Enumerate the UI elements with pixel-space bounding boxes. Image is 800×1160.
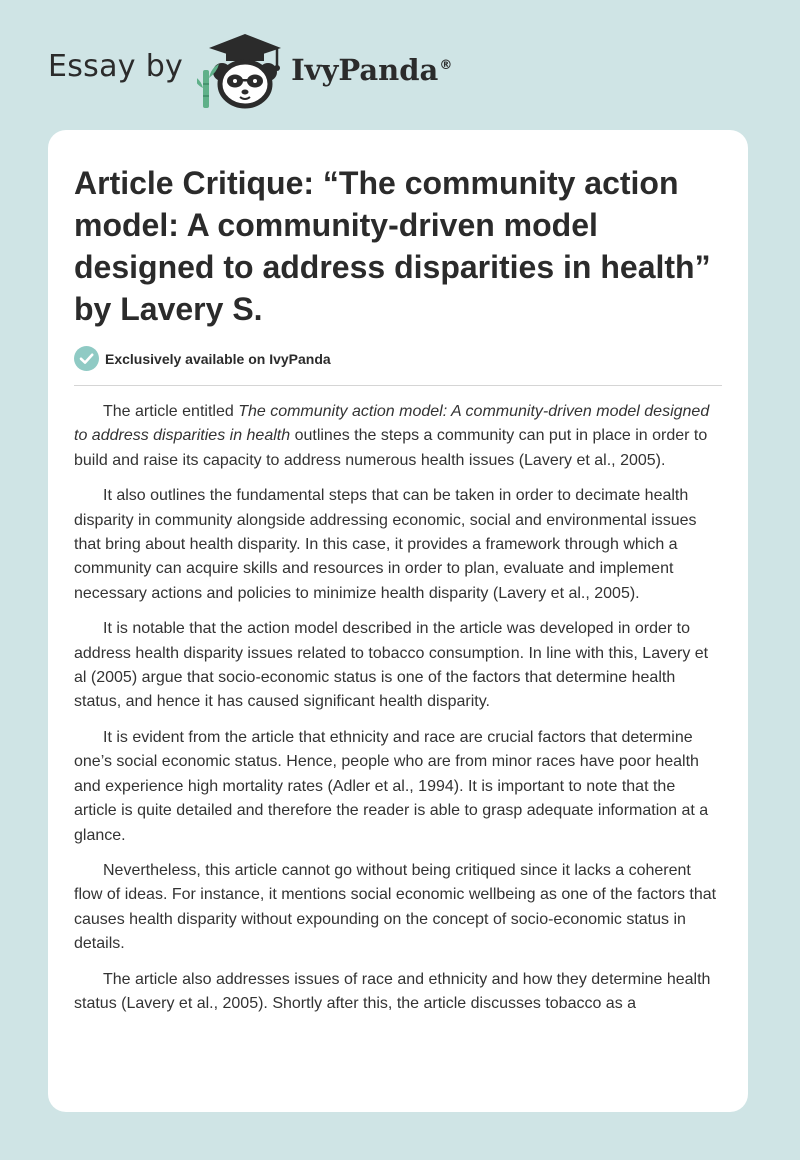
article-body	[74, 400, 722, 1016]
brand-name[interactable]	[291, 53, 452, 87]
brand-name-text: IvyPanda	[291, 53, 439, 87]
article-card	[48, 130, 748, 1112]
exclusive-badge-label: Exclusively available on IvyPanda	[105, 350, 331, 367]
paragraph-1-lead: The article entitled	[103, 403, 239, 420]
site-header	[48, 30, 452, 110]
panda-graduation-cap-logo-icon[interactable]	[197, 30, 289, 110]
exclusive-badge	[74, 346, 722, 386]
essay-by-label: Essay by	[48, 48, 184, 84]
paragraph-6: The article also addresses issues of race and ethnicity and how they determine health status (Lavery et al., 2005). Shortly after this, the article discusses tobacco as a	[74, 970, 711, 1012]
paragraph-2: It also outlines the fundamental steps that can be taken in order to decimate health disparity in community alongside addressing economic, social and environmental issues that bring about health disparity. In this case, it provides a framework through which a community can acquire skills and resources in order to plan, evaluate and implement necessary actions and policies to minimize health disparity (Lavery et al., 2005).	[74, 487, 697, 602]
cited-article-title: The community action model: A community-driven model designed to address disparities in health	[74, 403, 710, 445]
registered-mark: ®	[439, 58, 453, 74]
check-circle-icon	[74, 346, 99, 371]
paragraph-1-rest: outlines the steps a community can put in place in order to build and raise its capacity to address numerous health issues (Lavery et al., 2005).	[74, 427, 708, 469]
paragraph-5: Nevertheless, this article cannot go without being critiqued since it lacks a coherent flow of ideas. For instance, it mentions social economic wellbeing as one of the factors that causes health disparity without expounding on the concept of socio-economic status in details.	[74, 861, 717, 953]
paragraph-4: It is evident from the article that ethnicity and race are crucial factors that determine one’s social economic status. Hence, people who are from minor races have poor health and experience high mortality rates (Adler et al., 1994). It is important to note that the article is quite detailed and therefore the reader is able to grasp adequate information at a glance.	[74, 728, 709, 844]
paragraph-3: It is notable that the action model described in the article was developed in order to address health disparity issues related to tobacco consumption. In line with this, Lavery et al (2005) argue that socio-economic status is one of the factors that determine health status, and hence it has caused significant health disparity.	[74, 620, 709, 711]
article-title: Article Critique: “The community action model: A community-driven model designed to address disparities in health” by Lavery S.	[74, 165, 711, 327]
paragraph-1	[74, 400, 722, 473]
